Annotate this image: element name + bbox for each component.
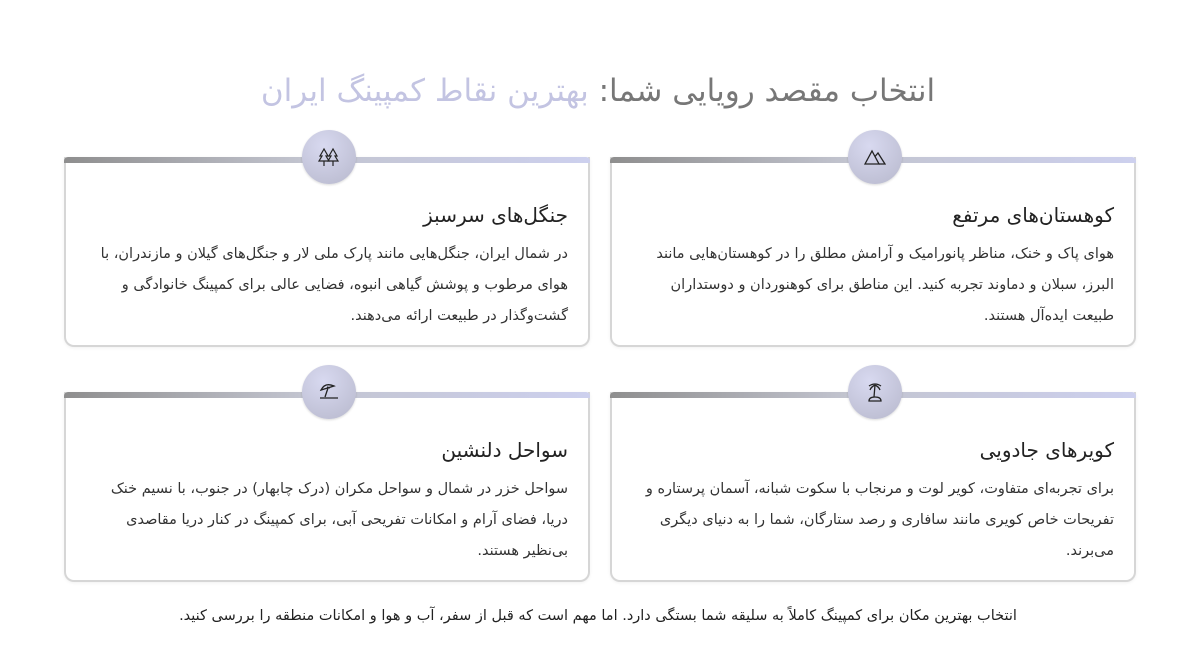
palm-tree-icon: [848, 365, 902, 419]
trees-icon: [302, 130, 356, 184]
card-title: سواحل دلنشین: [441, 438, 568, 462]
card-title: جنگل‌های سرسبز: [423, 203, 568, 227]
card-text: هوای پاک و خنک، مناظر پانورامیک و آرامش مطلق را در کوهستان‌هایی مانند البرز، سبلان و دماوند تجربه کنید. این مناطق برای کوهنوردان و دوستداران طبیعت ایده‌آل هستند.: [656, 246, 1114, 324]
card-mountains: [610, 157, 1136, 347]
card-title: کویرهای جادویی: [979, 438, 1114, 462]
beach-umbrella-icon: [302, 365, 356, 419]
mountain-icon: [848, 130, 902, 184]
page-title: [0, 73, 1196, 109]
card-text: برای تجربه‌ای متفاوت، کویر لوت و مرنجاب با سکوت شبانه، آسمان پرستاره و تفریحات خاص کویری مانند سافاری و رصد ستارگان، شما را به دنیای دیگری می‌برند.: [645, 481, 1114, 559]
card-title: کوهستان‌های مرتفع: [952, 203, 1114, 227]
card-deserts: [610, 392, 1136, 582]
title-prefix: انتخاب مقصد رویایی شما:: [588, 72, 936, 109]
card-text: سواحل خزر در شمال و سواحل مکران (درک چابهار) در جنوب، با نسیم خنک دریا، فضای آرام و امکانات تفریحی آبی، برای کمپینگ در کنار دریا مقاصدی بی‌نظیر هستند.: [110, 481, 568, 559]
title-highlight: بهترین نقاط کمپینگ ایران: [260, 72, 589, 109]
footer-note: انتخاب بهترین مکان برای کمپینگ کاملاً به سلیقه شما بستگی دارد. اما مهم است که قبل از سفر، آب و هوا و امکانات منطقه را بررسی کنید.: [179, 608, 1017, 624]
card-beaches: [64, 392, 590, 582]
card-forests: [64, 157, 590, 347]
card-text: در شمال ایران، جنگل‌هایی مانند پارک ملی لار و جنگل‌های گیلان و مازندران، با هوای مرطوب و پوشش گیاهی انبوه، فضایی عالی برای کمپینگ خانوادگی و گشت‌وگذار در طبیعت ارائه می‌دهند.: [100, 246, 568, 324]
